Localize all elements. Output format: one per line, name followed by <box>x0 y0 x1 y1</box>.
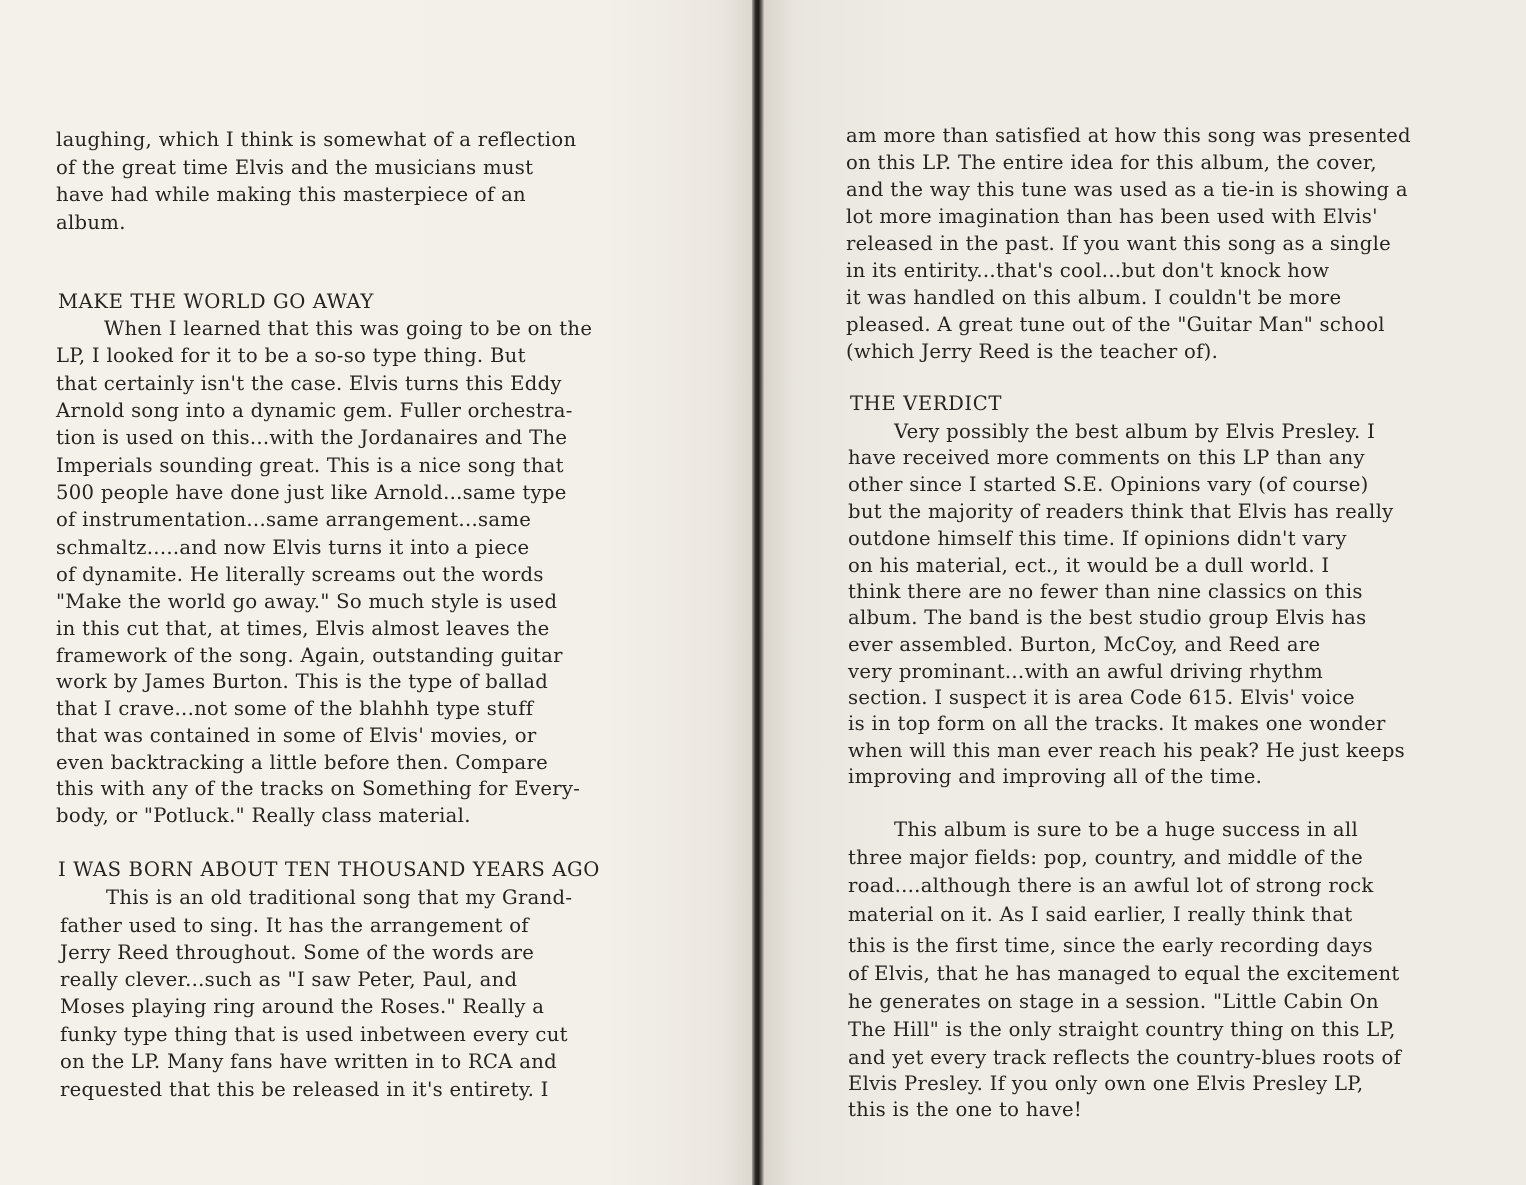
paragraph-line: and yet every track reflects the country-blues roots of <box>848 1046 1402 1069</box>
paragraph-line: but the majority of readers think that Elvis has really <box>848 500 1394 523</box>
paragraph-line: other since I started S.E. Opinions vary (of course) <box>848 473 1369 496</box>
paragraph-line: Imperials sounding great. This is a nice song that <box>56 454 564 477</box>
paragraph-line: in this cut that, at times, Elvis almost leaves the <box>56 617 550 640</box>
paragraph-line: improving and improving all of the time. <box>848 765 1263 788</box>
right-page <box>764 0 1526 1185</box>
paragraph-line: work by James Burton. This is the type of ballad <box>56 670 549 693</box>
paragraph-line: requested that this be released in it's entirety. I <box>60 1078 549 1101</box>
paragraph-line: road....although there is an awful lot of strong rock <box>848 874 1374 897</box>
paragraph-line: This is an old traditional song that my Grand- <box>106 886 573 909</box>
paragraph-line: think there are no fewer than nine classics on this <box>848 580 1363 603</box>
paragraph-line: material on it. As I said earlier, I really think that <box>848 903 1353 926</box>
paragraph-line: really clever...such as "I saw Peter, Paul, and <box>60 968 518 991</box>
paragraph-line: body, or "Potluck." Really class material. <box>56 804 471 827</box>
paragraph-line: of instrumentation...same arrangement...same <box>56 508 532 531</box>
paragraph-line: album. <box>56 211 126 234</box>
section-heading: MAKE THE WORLD GO AWAY <box>58 290 374 313</box>
paragraph-line: pleased. A great tune out of the "Guitar Man" school <box>846 313 1385 336</box>
paragraph-line: section. I suspect it is area Code 615. Elvis' voice <box>848 686 1355 709</box>
paragraph-line: schmaltz.....and now Elvis turns it into a piece <box>56 536 530 559</box>
paragraph-line: 500 people have done just like Arnold...same type <box>56 481 567 504</box>
paragraph-line: album. The band is the best studio group Elvis has <box>848 606 1367 629</box>
paragraph-line: on the LP. Many fans have written in to RCA and <box>60 1050 558 1073</box>
paragraph-line: framework of the song. Again, outstanding guitar <box>56 644 563 667</box>
paragraph-line: this is the one to have! <box>848 1098 1083 1121</box>
paragraph-line: he generates on stage in a session. "Little Cabin On <box>848 990 1379 1013</box>
paragraph-line: When I learned that this was going to be on the <box>104 317 593 340</box>
paragraph-line: is in top form on all the tracks. It makes one wonder <box>848 712 1386 735</box>
paragraph-line: that certainly isn't the case. Elvis turns this Eddy <box>56 372 562 395</box>
paragraph-line: of Elvis, that he has managed to equal the excitement <box>848 962 1400 985</box>
paragraph-line: This album is sure to be a huge success in all <box>894 818 1359 841</box>
paragraph-line: that was contained in some of Elvis' movies, or <box>56 724 537 747</box>
paragraph-line: tion is used on this...with the Jordanaires and The <box>56 426 568 449</box>
paragraph-line: Moses playing ring around the Roses." Really a <box>60 995 545 1018</box>
paragraph-line: father used to sing. It has the arrangement of <box>60 914 529 937</box>
paragraph-line: when will this man ever reach his peak? He just keeps <box>848 739 1406 762</box>
paragraph-line: three major fields: pop, country, and middle of the <box>848 846 1364 869</box>
paragraph-line: have received more comments on this LP than any <box>848 446 1365 469</box>
paragraph-line: on his material, ect., it would be a dull world. I <box>848 554 1330 577</box>
paragraph-line: that I crave...not some of the blahhh type stuff <box>56 697 534 720</box>
paragraph-line: LP, I looked for it to be a so-so type thing. But <box>56 344 526 367</box>
book-spine <box>752 0 764 1185</box>
paragraph-line: it was handled on this album. I couldn't be more <box>846 286 1342 309</box>
section-heading: I WAS BORN ABOUT TEN THOUSAND YEARS AGO <box>58 858 600 881</box>
paragraph-line: laughing, which I think is somewhat of a reflection <box>56 128 577 151</box>
paragraph-line: on this LP. The entire idea for this album, the cover, <box>846 151 1377 174</box>
paragraph-line: ever assembled. Burton, McCoy, and Reed are <box>848 633 1321 656</box>
paragraph-line: of dynamite. He literally screams out the words <box>56 563 544 586</box>
left-page <box>0 0 752 1185</box>
paragraph-line: in its entirity...that's cool...but don't knock how <box>846 259 1330 282</box>
paragraph-line: this is the first time, since the early recording days <box>848 934 1373 957</box>
paragraph-line: (which Jerry Reed is the teacher of). <box>846 340 1219 363</box>
paragraph-line: "Make the world go away." So much style is used <box>56 590 558 613</box>
paragraph-line: am more than satisfied at how this song was presented <box>846 124 1411 147</box>
paragraph-line: funky type thing that is used inbetween every cut <box>60 1023 568 1046</box>
paragraph-line: Elvis Presley. If you only own one Elvis Presley LP, <box>848 1072 1364 1095</box>
paragraph-line: The Hill" is the only straight country thing on this LP, <box>848 1018 1396 1041</box>
paragraph-line: of the great time Elvis and the musicians must <box>56 156 534 179</box>
paragraph-line: and the way this tune was used as a tie-in is showing a <box>846 178 1408 201</box>
paragraph-line: have had while making this masterpiece of an <box>56 183 526 206</box>
paragraph-line: Arnold song into a dynamic gem. Fuller orchestra- <box>56 399 573 422</box>
paragraph-line: released in the past. If you want this song as a single <box>846 232 1392 255</box>
paragraph-line: Very possibly the best album by Elvis Presley. I <box>894 420 1376 443</box>
paragraph-line: this with any of the tracks on Something for Every- <box>56 777 581 800</box>
paragraph-line: lot more imagination than has been used with Elvis' <box>846 205 1378 228</box>
paragraph-line: Jerry Reed throughout. Some of the words are <box>60 941 535 964</box>
paragraph-line: even backtracking a little before then. Compare <box>56 751 549 774</box>
paragraph-line: outdone himself this time. If opinions didn't vary <box>848 527 1347 550</box>
section-heading: THE VERDICT <box>850 392 1003 415</box>
paragraph-line: very prominant...with an awful driving rhythm <box>848 660 1323 683</box>
